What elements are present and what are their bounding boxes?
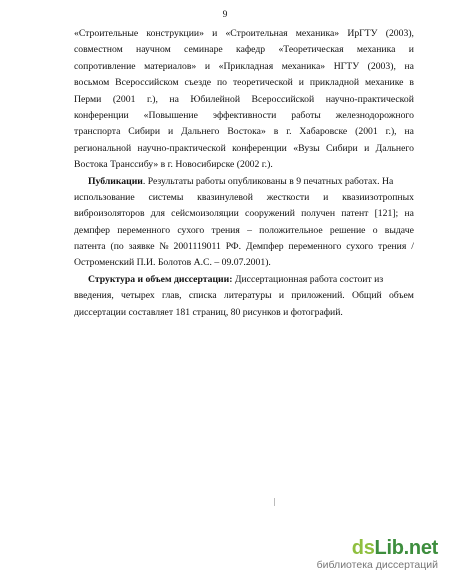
structure-first-line: Диссертационная работа состоит из (232, 273, 384, 285)
text-line: восьмом Всероссийском съезде по теоретической и прикладной механике в (74, 77, 414, 89)
logo-net: .net (403, 537, 438, 559)
text-line: патента (по заявке № 2001119011 РФ. Демпфер переменного сухого трения / (74, 241, 414, 253)
paragraph-structure (74, 272, 414, 321)
text-line: «Строительные конструкции» и «Строительная механика» ИрГТУ (2003), (74, 28, 414, 39)
document-body (74, 26, 414, 321)
logo-lib: Lib (374, 537, 404, 559)
publications-first-line: . Результаты работы опубликованы в 9 печатных работах. На (142, 175, 394, 187)
text-line: конференции «Повышение эффективности работы железнодорожного (74, 109, 414, 121)
text-line (74, 174, 414, 190)
text-line: совместном научном семинаре кафедр «Теоретическая механика и (74, 44, 414, 56)
text-line (74, 272, 414, 288)
structure-heading: Структура и объем диссертации: (88, 273, 233, 285)
paragraph-publications (74, 174, 414, 272)
publications-heading: Публикации (88, 175, 143, 187)
page-number: 9 (222, 10, 228, 20)
text-line: диссертации составляет 181 страниц, 80 рисунков и фотографий. (74, 306, 346, 318)
dslib-watermark[interactable] (317, 537, 438, 572)
text-line: Востока Транссибу» в г. Новосибирске (2002 г.). (74, 159, 276, 171)
text-line: Остроменский П.И. Болотов А.С. – 09.07.2001). (74, 257, 274, 269)
text-line: виброизоляторов для сейсмоизоляции сооружений получен патент [121]; на (74, 208, 414, 220)
scan-mark (274, 498, 275, 506)
text-line: использование системы квазинулевой жесткости и квазиизотропных (74, 191, 414, 203)
logo-subtitle: библиотека диссертаций (316, 559, 438, 571)
text-line: сопротивление материалов» и «Прикладная механика» НГТУ (2003), на (74, 60, 414, 72)
paragraph-conferences (74, 26, 414, 174)
logo-ds: ds (351, 537, 375, 559)
text-line: Перми (2001 г.), на Юбилейной Всероссийской научно-практической (74, 93, 414, 105)
text-line: демпфер переменного сухого трения – положительное решение о выдаче (74, 224, 414, 236)
dslib-logo[interactable] (317, 537, 438, 559)
text-line: региональной научно-практической конференции «Вузы Сибири и Дальнего (74, 142, 414, 154)
text-line: транспорта Сибири и Дальнего Востока» в г. Хабаровске (2001 г.), на (74, 126, 414, 138)
text-line: введения, четырех глав, списка литературы и приложений. Общий объем (74, 290, 414, 302)
